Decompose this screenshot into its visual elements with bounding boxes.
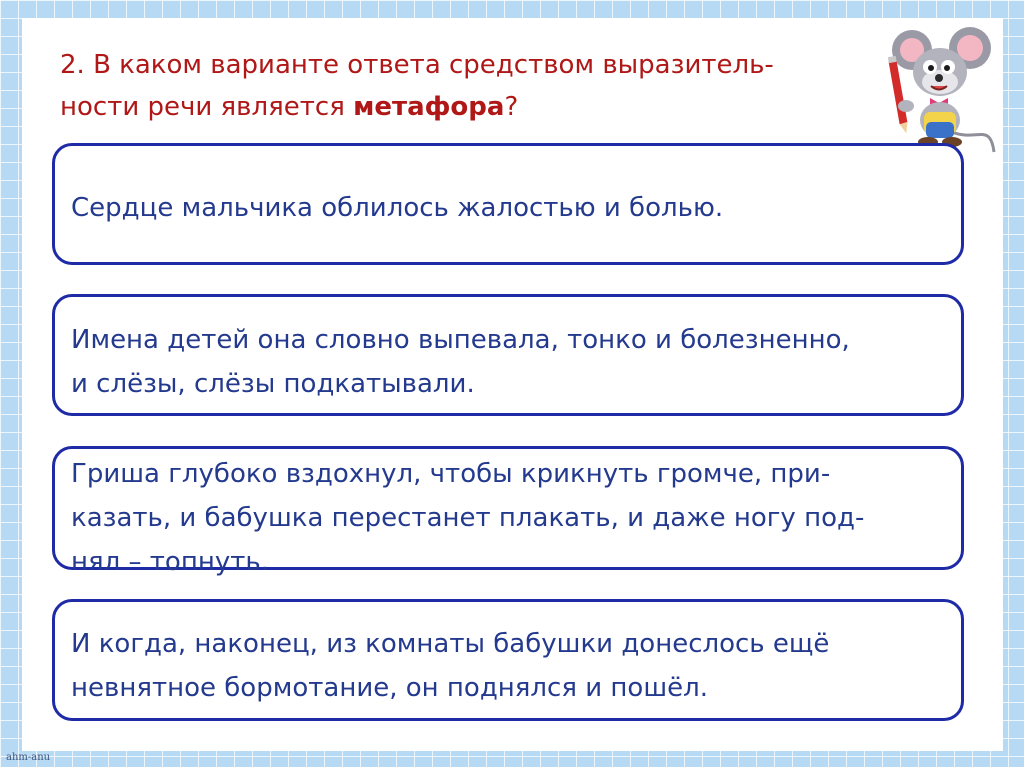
answer-option-2[interactable] — [52, 294, 964, 416]
answer-3-line-1: Гриша глубоко вздохнул, чтобы крикнуть громче, при- — [71, 459, 831, 489]
answer-3-line-3: нял – топнуть. — [71, 547, 269, 577]
question-title — [60, 44, 870, 128]
answer-3-line-2: казать, и бабушка перестанет плакать, и даже ногу под- — [71, 503, 865, 533]
answer-4-line-2: невнятное бормотание, он поднялся и пошёл. — [71, 673, 708, 703]
answer-4-line-1: И когда, наконец, из комнаты бабушки донеслось ещё — [71, 629, 830, 659]
answer-option-1[interactable] — [52, 143, 964, 265]
question-line-2-prefix: ности речи является — [60, 92, 354, 122]
answer-option-4[interactable] — [52, 599, 964, 721]
watermark-text: ahm-anu — [6, 752, 51, 763]
question-line-1: 2. В каком варианте ответа средством выразитель- — [60, 50, 774, 80]
answer-2-line-2: и слёзы, слёзы подкатывали. — [71, 369, 475, 399]
mouse-with-pencil-icon — [882, 22, 1000, 162]
question-keyword: метафора — [353, 92, 505, 122]
question-line-2 — [60, 86, 870, 128]
answer-option-3[interactable] — [52, 446, 964, 577]
answer-1-line-1: Сердце мальчика облилось жалостью и болью. — [71, 193, 724, 223]
answer-2-line-1: Имена детей она словно выпевала, тонко и болезненно, — [71, 325, 850, 355]
question-line-2-suffix: ? — [504, 92, 519, 122]
